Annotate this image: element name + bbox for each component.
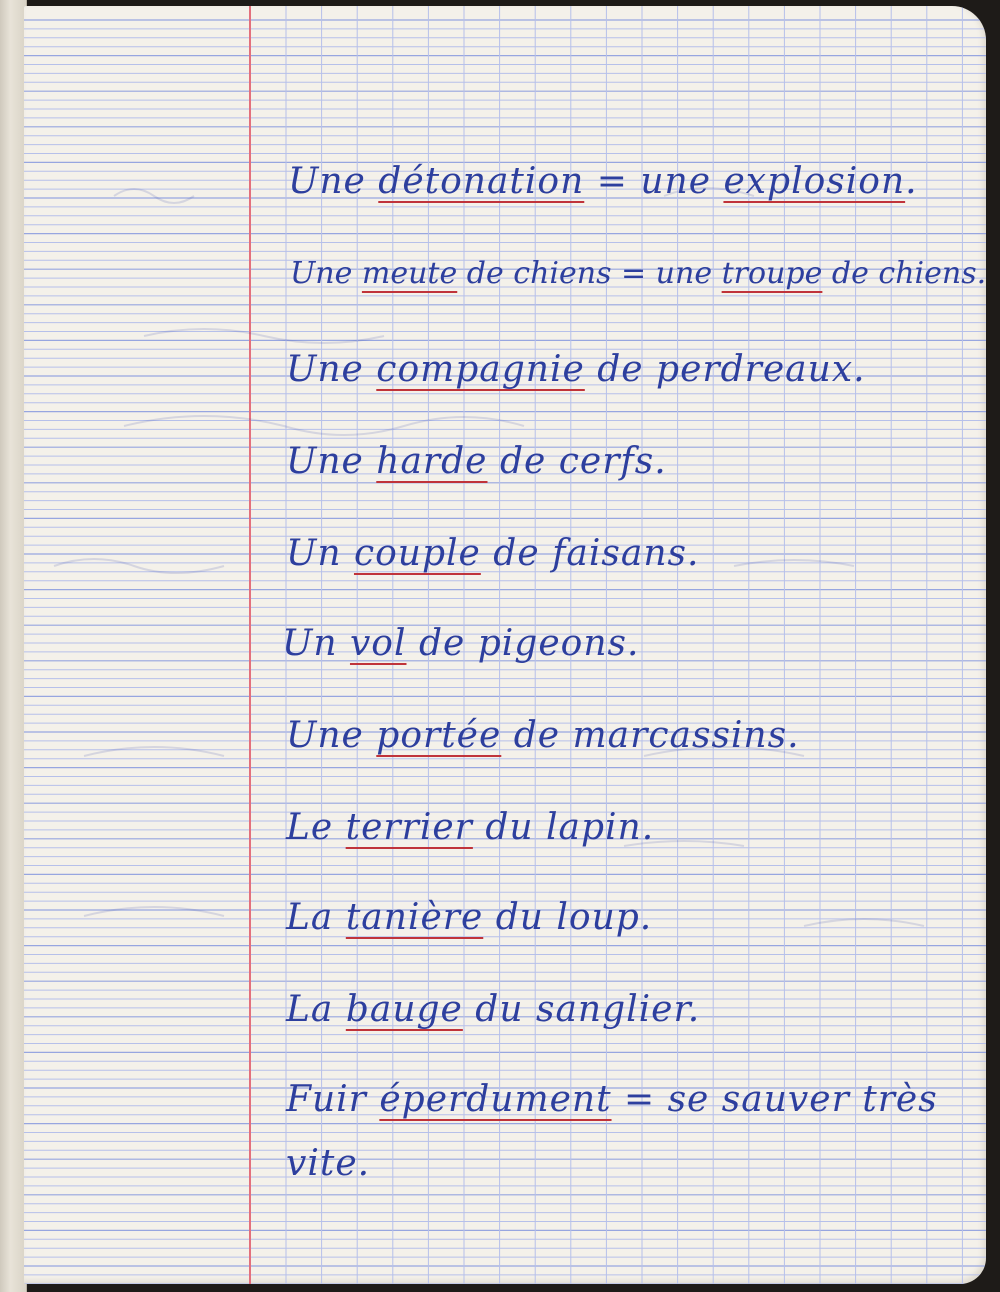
line-text: Une — [290, 256, 362, 291]
line-text: Un — [286, 533, 354, 574]
underlined-term: vol — [349, 623, 407, 664]
handwritten-line-continuation: vite. — [286, 1143, 371, 1184]
handwritten-line — [286, 442, 667, 482]
line-text: La — [286, 989, 346, 1030]
underlined-term: harde — [376, 441, 488, 482]
line-text: de faisans. — [480, 533, 700, 574]
line-text: de cerfs. — [487, 441, 667, 482]
line-text: Une — [286, 715, 377, 756]
underlined-term: portée — [376, 715, 502, 756]
line-text: du sanglier. — [462, 989, 701, 1030]
underlined-term: détonation — [378, 161, 585, 202]
handwritten-line — [286, 716, 800, 756]
line-text: de pigeons. — [406, 623, 640, 664]
handwritten-line — [286, 534, 699, 574]
line-text: La — [286, 897, 346, 938]
line-text: Un — [282, 623, 350, 664]
line-text: de chiens = une — [457, 256, 722, 291]
line-text: de perdreaux. — [584, 349, 866, 390]
handwritten-line — [286, 350, 866, 390]
underlined-term: troupe — [721, 256, 823, 291]
line-text: Fuir — [286, 1079, 380, 1120]
underlined-term: éperdument — [379, 1079, 612, 1120]
handwritten-line — [290, 254, 986, 294]
underlined-term: terrier — [345, 807, 473, 848]
line-text: = se sauver très — [611, 1079, 938, 1120]
line-text: Une — [286, 441, 377, 482]
handwritten-line — [282, 624, 639, 664]
line-text: du lapin. — [472, 807, 655, 848]
underlined-term: tanière — [345, 897, 484, 938]
line-text: = une — [584, 161, 724, 202]
underlined-term: bauge — [345, 989, 463, 1030]
handwritten-line — [286, 808, 654, 848]
line-text: du loup. — [483, 897, 653, 938]
line-text: Le — [286, 807, 346, 848]
underlined-term: explosion — [723, 161, 906, 202]
handwritten-line — [286, 990, 700, 1030]
line-text: Une — [288, 161, 379, 202]
handwritten-line — [286, 1080, 938, 1120]
line-text: de marcassins. — [501, 715, 800, 756]
handwritten-line — [288, 162, 918, 202]
notebook-sheet — [24, 6, 986, 1284]
underlined-term: meute — [361, 256, 458, 291]
underlined-term: compagnie — [376, 349, 585, 390]
handwritten-line — [286, 898, 652, 938]
line-text: de chiens. — [822, 256, 986, 291]
underlined-term: couple — [353, 533, 481, 574]
line-text: Une — [286, 349, 377, 390]
line-text: . — [905, 161, 918, 202]
notebook-binding — [0, 0, 27, 1292]
